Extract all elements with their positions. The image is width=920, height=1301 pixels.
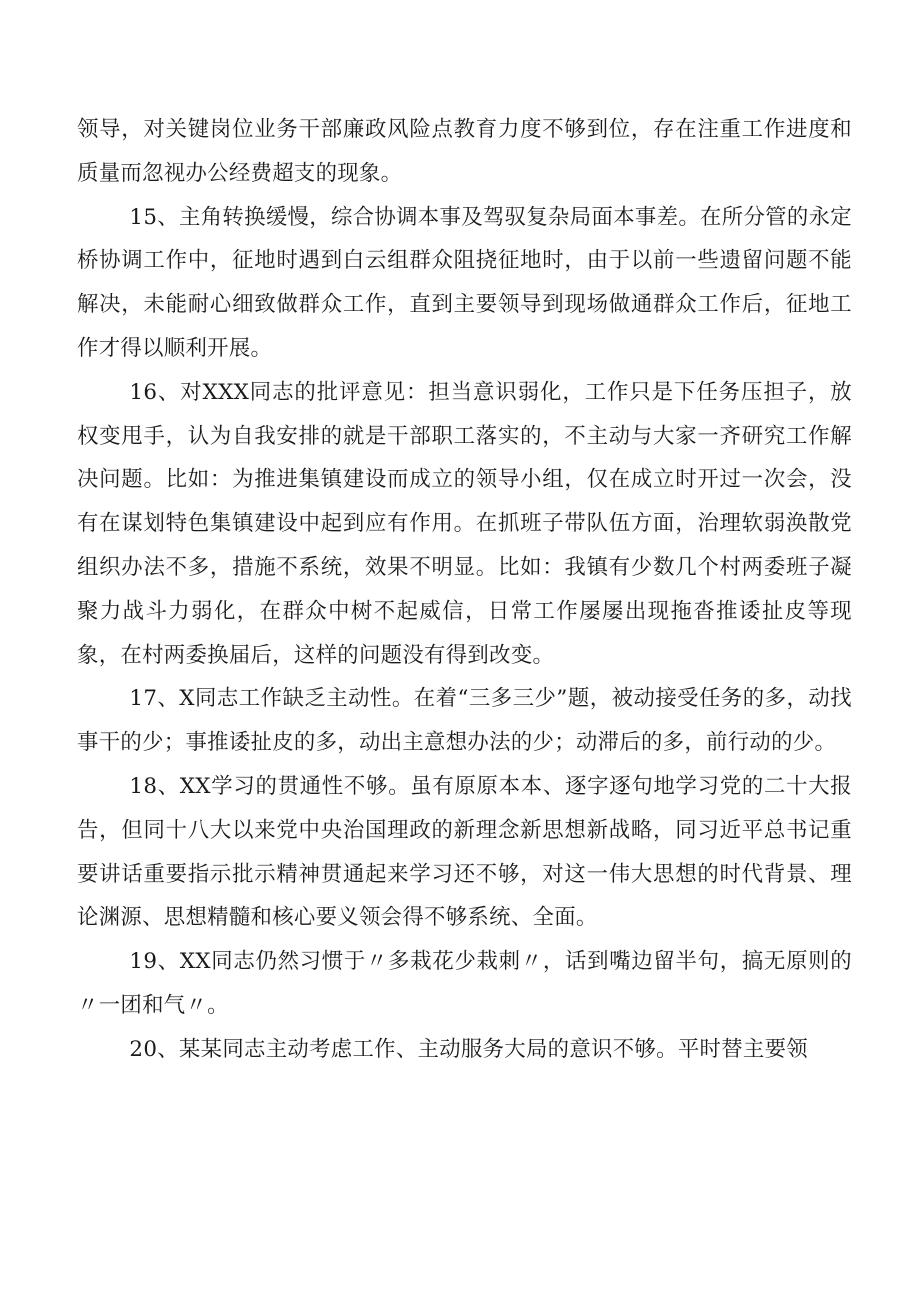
paragraph-item-17: 17、X同志工作缺乏主动性。在着“三多三少”题，被动接受任务的多，动找事干的少；事推诿扯皮的多，动出主意想办法的少；动滞后的多，前行动的少。 xyxy=(77,686,852,756)
paragraph-item-16: 16、对XXX同志的批评意见：担当意识弱化，工作只是下任务压担子，放权变甩手，认为自我安排的就是干部职工落实的，不主动与大家一齐研究工作解决问题。比如：为推进集镇建设而成立的领导小组，仅在成立时开过一次会，没有在谋划特色集镇建设中起到应有作用。在抓班子带队伍方面，治理软弱涣散党组织办法不多，措施不系统，效果不明显。比如：我镇有少数几个村两委班子凝聚力战斗力弱化，在群众中树不起威信，日常工作屡屡出现拖沓推诿扯皮等现象，在村两委换届后，这样的问题没有得到改变。 xyxy=(77,379,852,668)
document-body xyxy=(77,108,852,1072)
paragraph-item-18: 18、XX学习的贯通性不够。虽有原原本本、逐字逐句地学习党的二十大报告，但同十八大以来党中央治国理政的新理念新思想新战略，同习近平总书记重要讲话重要指示批示精神贯通起来学习还不够，对这一伟大思想的时代背景、理论渊源、思想精髓和核心要义领会得不够系统、全面。 xyxy=(77,773,852,931)
paragraph-item-19: 19、XX同志仍然习惯于〃多栽花少栽刺〃，话到嘴边留半句，搞无原则的〃一团和气〃。 xyxy=(77,949,852,1018)
paragraph-item-20: 20、某某同志主动考虑工作、主动服务大局的意识不够。平时替主要领 xyxy=(129,1036,808,1062)
paragraph-item-15: 15、主角转换缓慢，综合协调本事及驾驭复杂局面本事差。在所分管的永定桥协调工作中，征地时遇到白云组群众阻挠征地时，由于以前一些遗留问题不能解决，未能耐心细致做群众工作，直到主要领导到现场做通群众工作后，征地工作才得以顺利开展。 xyxy=(77,204,852,361)
paragraph-continuation: 领导，对关键岗位业务干部廉政风险点教育力度不够到位，存在注重工作进度和质量而忽视办公经费超支的现象。 xyxy=(77,117,852,186)
